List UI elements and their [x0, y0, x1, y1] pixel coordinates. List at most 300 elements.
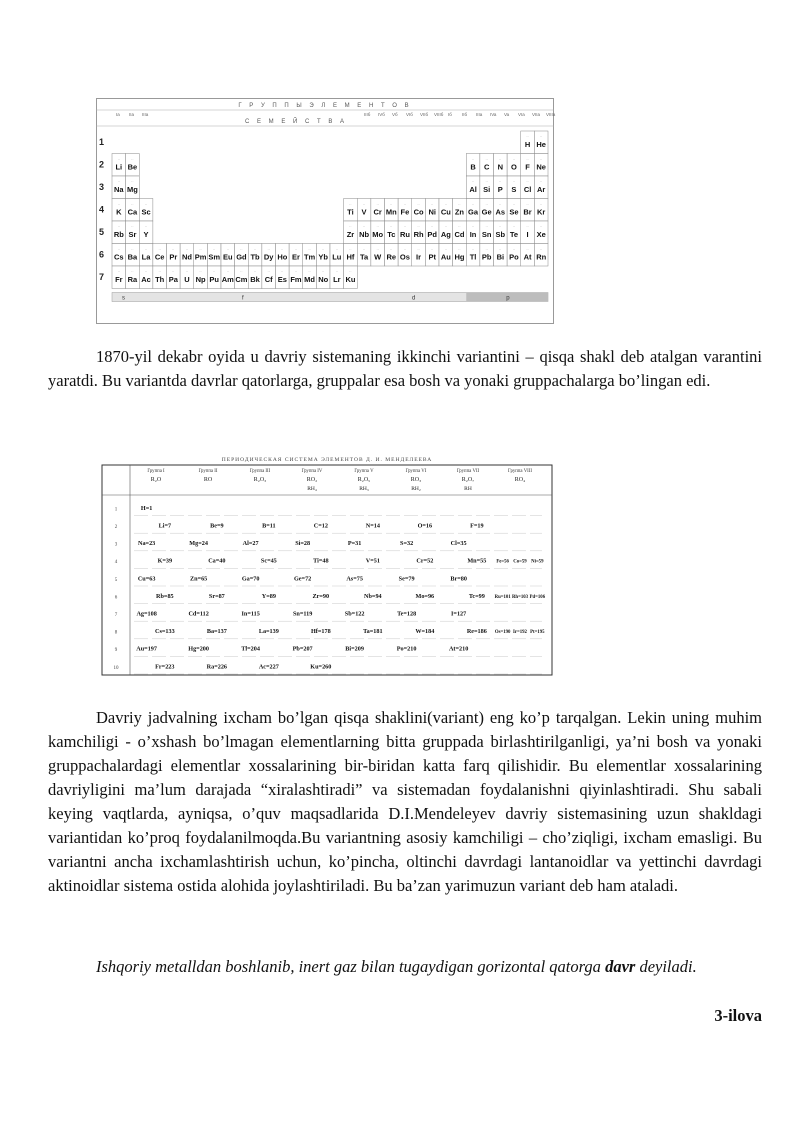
svg-text:··: ·· — [512, 225, 516, 229]
element-cell-formula: Fe=56 — [496, 559, 509, 565]
svg-text:··: ·· — [172, 247, 175, 252]
element-cell — [466, 199, 480, 222]
svg-text:··: ·· — [308, 247, 311, 252]
element-symbol: Xe — [536, 230, 546, 239]
element-symbol: Lr — [333, 275, 341, 284]
element-cell — [507, 199, 521, 222]
element-cell — [276, 244, 290, 267]
svg-text:··: ·· — [417, 202, 420, 207]
svg-text:··: ·· — [253, 270, 257, 274]
svg-text:··: ·· — [349, 202, 352, 207]
element-cell-formula: Ta=181 — [363, 628, 383, 636]
element-symbol: Be — [127, 162, 138, 172]
element-cell — [221, 266, 235, 289]
element-symbol: At — [523, 252, 532, 262]
svg-text:··: ·· — [444, 225, 447, 229]
svg-text:··: ·· — [117, 270, 120, 274]
element-cell-formula: Rh=103 — [511, 594, 529, 600]
element-cell-formula: Ni=59 — [531, 559, 544, 565]
element-symbol: Yb — [318, 252, 328, 262]
element-symbol: Gd — [236, 252, 247, 262]
svg-text:··: ·· — [499, 157, 502, 162]
element-cell-formula: Cd=112 — [188, 610, 209, 618]
period-number: 3 — [99, 182, 105, 192]
element-symbol: Rh — [413, 230, 424, 239]
element-symbol: Pd — [427, 230, 437, 239]
element-cell-formula: Ra=226 — [206, 663, 228, 671]
element-cell — [534, 244, 548, 267]
element-symbol: Th — [155, 275, 165, 284]
element-cell — [139, 266, 153, 289]
element-symbol: Nb — [359, 230, 370, 239]
element-cell — [398, 244, 412, 267]
block-label: s — [122, 295, 125, 302]
element-cell — [330, 266, 344, 289]
group-header: Группа I — [147, 469, 165, 474]
element-cell — [534, 221, 548, 244]
element-cell — [507, 176, 521, 199]
element-symbol: Cu — [440, 207, 451, 217]
svg-text:··: ·· — [131, 180, 134, 184]
oxide-formula: RO₃ — [410, 477, 422, 483]
element-cell-formula: Mn=55 — [467, 557, 487, 565]
element-symbol: O — [511, 162, 517, 172]
element-cell — [276, 266, 290, 289]
figure1-block-labels — [112, 293, 548, 302]
element-cell-formula: Br=80 — [450, 575, 467, 583]
group-label: VIIIa — [546, 112, 556, 117]
svg-text:··: ·· — [485, 247, 488, 252]
element-cell-formula: Zr=90 — [312, 592, 330, 600]
element-cell — [439, 244, 453, 267]
element-symbol: Li — [115, 162, 123, 172]
element-symbol: Cm — [235, 275, 248, 284]
figure1-header-top: Г Р У П П Ы Э Л Е М Е Н Т О В — [238, 103, 412, 109]
element-cell-formula: Te=128 — [397, 610, 417, 618]
element-symbol: K — [116, 207, 122, 217]
element-cell — [303, 244, 317, 267]
element-cell — [453, 244, 467, 267]
element-symbol: Er — [291, 252, 300, 262]
svg-text:··: ·· — [226, 247, 229, 252]
element-cell — [453, 199, 467, 222]
row-number: 8 — [114, 630, 118, 636]
svg-text:··: ·· — [131, 225, 134, 229]
element-cell-formula: Na=23 — [137, 540, 156, 548]
element-cell-formula: Se=79 — [398, 575, 415, 583]
definition-term-davr: davr — [605, 957, 636, 976]
element-symbol: Co — [413, 207, 424, 217]
svg-text:··: ·· — [540, 202, 543, 207]
svg-text:··: ·· — [390, 225, 393, 229]
svg-text:··: ·· — [362, 225, 366, 229]
element-cell-formula: Nb=94 — [364, 592, 382, 600]
row-number: 3 — [114, 542, 118, 548]
element-cell-formula: Be=9 — [210, 522, 224, 530]
element-cell — [453, 221, 467, 244]
row-number: 10 — [113, 665, 119, 671]
element-cell-formula: S=32 — [400, 540, 414, 548]
element-symbol: Al — [469, 185, 477, 194]
element-cell — [357, 221, 371, 244]
group-label: VIIIб — [434, 112, 444, 117]
element-cell — [534, 154, 548, 177]
svg-text:··: ·· — [376, 225, 379, 229]
element-cell-formula: Sb=122 — [344, 610, 365, 618]
group-label: Iб — [448, 112, 452, 117]
paragraph-period-definition — [48, 955, 762, 979]
element-cell — [126, 244, 140, 267]
element-cell-formula: Ku=260 — [310, 663, 332, 671]
element-symbol: Br — [523, 207, 532, 217]
element-cell-formula: Pd=106 — [529, 594, 546, 600]
element-cell — [344, 221, 358, 244]
element-cell-formula: Au=197 — [136, 645, 157, 653]
element-cell — [112, 176, 126, 199]
svg-text:··: ·· — [144, 247, 148, 252]
element-symbol: Ca — [127, 207, 138, 217]
element-symbol: Rb — [113, 230, 124, 239]
oxide-formula: RO — [203, 477, 213, 483]
short-form-periodic-table-drawing — [98, 455, 556, 680]
element-cell — [126, 176, 140, 199]
group-label: VIIб — [420, 112, 429, 117]
element-symbol: Ku — [345, 275, 356, 284]
svg-text:··: ·· — [144, 270, 148, 274]
svg-text:··: ·· — [362, 202, 366, 207]
element-cell-formula: B=11 — [262, 522, 276, 530]
element-symbol: Po — [509, 252, 519, 262]
svg-text:··: ·· — [185, 247, 189, 252]
svg-text:··: ·· — [253, 247, 257, 252]
element-cell-formula: Cl=35 — [450, 540, 467, 548]
element-symbol: Ba — [127, 252, 138, 262]
element-symbol: Ac — [141, 275, 151, 284]
svg-text:··: ·· — [226, 270, 229, 274]
element-cell — [521, 221, 535, 244]
element-cell — [507, 244, 521, 267]
svg-text:··: ·· — [540, 225, 543, 229]
element-symbol: Rn — [536, 252, 547, 262]
paragraph-short-form-drawbacks: Davriy jadvalning ixcham bo’lgan qisqa shaklini(variant) eng ko’p tarqalgan. Lekin uning muhim kamchiligi - o’xshash bo’lmagan elementlarning bitta gruppada birlashtirilganligi, ya’ni bosh va yonaki gruppachalardagi elementlar xossalarining bir-biridan katta farq qilishidir. Bu elementlar xossalarining davriyligini ma’lum darajada “xiralashtiradi” va sistemadan foydalanishni qiyinlashtiradi. Shu sabali keying vaqtlarda, ayniqsa, o’quv maqsadlarida D.I.Mendeleyev davriy sistemasining uzun shakldagi variantidan ko’proq foydalanilmoqda.Bu variantning asosiy kamchiligi – cho’ziqligi, ixcham emasligi. Bu variantni ancha ixchamlashtirish uchun, ko’pincha, oltinchi davrdagi lantanoidlar va yettinchi davrdagi aktinoidlar sistema ostida alohida joylashtiriladi. Bu ba’zan yarimuzun variant deb ham ataladi. — [48, 708, 762, 895]
definition-text-start: Ishqoriy metalldan boshlanib, inert gaz bilan tugaydigan gorizontal qatorga — [96, 957, 606, 976]
svg-text:··: ·· — [499, 247, 502, 252]
svg-text:··: ·· — [471, 225, 475, 229]
element-cell — [412, 221, 426, 244]
element-cell-formula: N=14 — [365, 522, 380, 530]
element-cell-formula: Bi=209 — [345, 645, 364, 653]
hydride-formula: RH₃ — [359, 486, 369, 492]
svg-text:··: ·· — [117, 202, 120, 207]
svg-text:··: ·· — [403, 225, 407, 229]
element-symbol: In — [469, 230, 477, 239]
element-symbol: Ga — [468, 207, 479, 217]
row-number: 2 — [114, 525, 118, 531]
element-symbol: S — [511, 185, 517, 194]
group-header: Группа IV — [301, 469, 323, 474]
svg-text:··: ·· — [308, 270, 311, 274]
element-cell-formula: Ga=70 — [241, 575, 260, 583]
element-cell-formula: Cu=63 — [137, 575, 156, 583]
svg-text:··: ·· — [471, 180, 475, 184]
long-form-periodic-table-drawing — [96, 98, 554, 324]
element-cell-formula: Sn=119 — [292, 610, 313, 618]
svg-text:··: ·· — [349, 225, 352, 229]
group-header: Группа VI — [405, 469, 427, 474]
group-label: IIIa — [142, 112, 149, 117]
svg-text:··: ·· — [172, 270, 175, 274]
svg-text:··: ·· — [512, 247, 516, 252]
group-label: IIa — [129, 112, 135, 117]
element-cell — [112, 199, 126, 222]
element-cell — [112, 244, 126, 267]
svg-text:··: ·· — [158, 270, 161, 274]
svg-text:··: ·· — [117, 225, 120, 229]
svg-text:··: ·· — [417, 225, 420, 229]
group-label: Va — [504, 112, 510, 117]
element-cell — [534, 131, 548, 154]
element-cell — [371, 199, 385, 222]
element-cell — [316, 244, 330, 267]
element-cell-formula: Co=59 — [513, 559, 527, 565]
element-cell — [112, 266, 126, 289]
element-cell — [289, 244, 303, 267]
svg-text:··: ·· — [281, 247, 284, 252]
svg-text:··: ·· — [540, 247, 543, 252]
element-cell — [112, 154, 126, 177]
element-symbol: F — [525, 162, 530, 172]
element-cell — [385, 244, 399, 267]
svg-text:··: ·· — [213, 247, 216, 252]
oxide-formula: RO₄ — [514, 477, 526, 483]
element-cell — [425, 244, 439, 267]
element-symbol: Bk — [250, 275, 260, 284]
svg-text:··: ·· — [471, 202, 475, 207]
group-label: IIIб — [364, 112, 371, 117]
element-symbol: Ne — [536, 162, 546, 172]
element-cell-formula: O=16 — [417, 522, 433, 530]
element-cell-formula: Cs=133 — [154, 628, 175, 636]
element-cell-formula: In=115 — [241, 610, 260, 618]
element-cell — [180, 266, 194, 289]
element-symbol: Pr — [169, 252, 178, 262]
element-cell — [112, 221, 126, 244]
element-cell — [139, 199, 153, 222]
group-header: Группа V — [354, 469, 374, 474]
element-cell — [385, 221, 399, 244]
element-symbol: Re — [386, 252, 397, 262]
element-cell — [480, 244, 494, 267]
group-header: Группа VIII — [508, 469, 532, 474]
oxide-formula: R₂O₃ — [253, 477, 267, 483]
element-cell — [534, 199, 548, 222]
element-cell-formula: H=1 — [140, 504, 153, 512]
element-cell-formula: Ca=40 — [208, 557, 226, 565]
element-cell-formula: Re=186 — [466, 628, 487, 636]
svg-text:··: ·· — [349, 270, 352, 274]
element-cell-formula: P=31 — [347, 540, 362, 548]
svg-text:··: ·· — [131, 247, 134, 252]
figure1-header-sub: С Е М Е Й С Т В А — [245, 119, 347, 125]
group-label: IIIa — [476, 112, 483, 117]
svg-text:··: ·· — [240, 270, 243, 274]
svg-text:··: ·· — [458, 202, 461, 207]
element-cell — [521, 131, 535, 154]
element-cell-formula: Ir=192 — [513, 630, 527, 636]
element-cell-formula: I=127 — [451, 610, 467, 618]
element-cell-formula: Mo=96 — [415, 592, 435, 600]
group-label: Ia — [116, 112, 120, 117]
element-cell — [262, 244, 276, 267]
element-cell-formula: W=184 — [415, 628, 435, 636]
element-symbol: Ni — [428, 207, 436, 217]
svg-text:··: ·· — [471, 157, 475, 162]
element-cell — [248, 244, 262, 267]
element-symbol: Cr — [373, 207, 382, 217]
element-cell — [330, 244, 344, 267]
element-cell — [521, 154, 535, 177]
group-label: IVa — [490, 112, 497, 117]
svg-text:··: ·· — [485, 180, 488, 184]
svg-text:··: ·· — [158, 247, 161, 252]
element-symbol: Hg — [454, 252, 465, 262]
element-symbol: Ra — [127, 275, 138, 284]
block-label: f — [242, 295, 244, 302]
period-number: 7 — [99, 272, 105, 282]
svg-text:··: ·· — [526, 202, 529, 207]
element-symbol: Nd — [181, 252, 192, 262]
element-symbol: Cl — [523, 185, 532, 194]
element-cell — [521, 199, 535, 222]
svg-text:··: ·· — [335, 270, 338, 274]
element-cell — [398, 199, 412, 222]
period-number: 4 — [99, 204, 105, 215]
element-cell-formula: V=51 — [365, 557, 380, 565]
svg-text:··: ·· — [526, 225, 529, 229]
element-cell-formula: Ru=101 — [494, 594, 511, 600]
svg-text:··: ·· — [185, 270, 189, 274]
element-symbol: Sb — [495, 230, 506, 239]
element-symbol: Pt — [428, 252, 436, 262]
svg-text:··: ·· — [199, 247, 202, 252]
svg-text:··: ·· — [512, 202, 516, 207]
element-symbol: Md — [304, 275, 315, 284]
element-symbol: Es — [277, 275, 287, 284]
element-symbol: Fe — [400, 207, 410, 217]
row-number: 4 — [114, 560, 118, 566]
element-cell — [316, 266, 330, 289]
element-symbol: Cs — [114, 252, 124, 262]
svg-text:··: ·· — [431, 202, 434, 207]
element-cell-formula: Ac=227 — [258, 663, 279, 671]
element-symbol: W — [374, 252, 382, 262]
element-cell — [480, 154, 494, 177]
svg-text:··: ·· — [117, 180, 120, 184]
block-label: d — [412, 295, 416, 302]
svg-text:··: ·· — [281, 270, 284, 274]
element-symbol: Mo — [372, 230, 384, 239]
svg-text:··: ·· — [526, 157, 529, 162]
element-cell — [480, 221, 494, 244]
element-symbol: As — [495, 207, 506, 217]
element-symbol: Cd — [454, 230, 465, 239]
element-symbol: Sr — [128, 230, 137, 239]
element-cell-formula: Li=7 — [158, 522, 172, 530]
element-cell-formula: Os=190 — [494, 630, 511, 636]
element-cell-formula: C=12 — [313, 522, 328, 530]
group-header: Группа VII — [456, 469, 480, 474]
svg-text:··: ·· — [540, 180, 543, 184]
element-symbol: Na — [114, 185, 124, 194]
element-cell-formula: Pb=207 — [292, 645, 313, 653]
group-label: IVб — [378, 112, 385, 117]
svg-text:··: ·· — [294, 247, 298, 252]
svg-text:··: ·· — [322, 247, 325, 252]
element-cell — [180, 244, 194, 267]
element-cell — [194, 244, 208, 267]
element-cell — [412, 199, 426, 222]
element-symbol: Pb — [481, 252, 492, 262]
element-cell — [439, 221, 453, 244]
element-symbol: Sm — [208, 252, 221, 262]
element-cell — [344, 266, 358, 289]
element-cell-formula: Sc=45 — [260, 557, 277, 565]
element-cell-formula: Fr=223 — [155, 663, 175, 671]
element-symbol: Y — [143, 230, 149, 239]
row-number: 7 — [114, 613, 118, 619]
svg-text:··: ·· — [349, 247, 352, 252]
element-cell — [466, 221, 480, 244]
element-cell — [262, 266, 276, 289]
element-symbol: Ag — [440, 230, 451, 239]
element-symbol: Zn — [454, 207, 465, 217]
element-cell — [248, 266, 262, 289]
element-cell-formula: At=210 — [448, 645, 469, 653]
element-symbol: Ce — [154, 252, 165, 262]
element-cell — [480, 199, 494, 222]
svg-text:··: ·· — [117, 247, 120, 252]
element-cell-formula: Tc=99 — [468, 592, 485, 600]
svg-text:··: ·· — [131, 202, 134, 207]
svg-text:··: ·· — [362, 247, 366, 252]
svg-text:··: ·· — [335, 247, 338, 252]
svg-text:··: ·· — [390, 202, 393, 207]
element-cell — [221, 244, 235, 267]
element-cell — [494, 244, 508, 267]
element-cell — [289, 266, 303, 289]
oxide-formula: R₂O₇ — [461, 477, 475, 483]
element-symbol: Ge — [481, 207, 492, 217]
element-cell — [466, 244, 480, 267]
svg-text:··: ·· — [376, 247, 379, 252]
svg-text:··: ·· — [512, 157, 516, 162]
element-cell — [126, 154, 140, 177]
paragraph-short-form-intro: 1870-yil dekabr oyida u davriy sistemaning ikkinchi variantini – qisqa shakl deb atalgan varantini yaratdi. Bu variantda davrlar qatorlarga, gruppalar esa bosh va yonaki gruppachalarga bo’lingan edi. — [48, 347, 762, 390]
svg-text:··: ·· — [240, 247, 243, 252]
definition-text-end: deyiladi. — [635, 957, 697, 976]
element-cell — [357, 244, 371, 267]
group-label: VIa — [518, 112, 525, 117]
element-cell — [521, 244, 535, 267]
element-symbol: He — [536, 140, 546, 149]
element-cell — [385, 199, 399, 222]
element-cell-formula: Si=28 — [295, 540, 311, 548]
element-symbol: Sn — [481, 230, 492, 239]
svg-text:··: ·· — [144, 225, 148, 229]
element-cell — [207, 266, 221, 289]
svg-text:··: ·· — [444, 247, 447, 252]
svg-text:··: ·· — [267, 247, 270, 252]
